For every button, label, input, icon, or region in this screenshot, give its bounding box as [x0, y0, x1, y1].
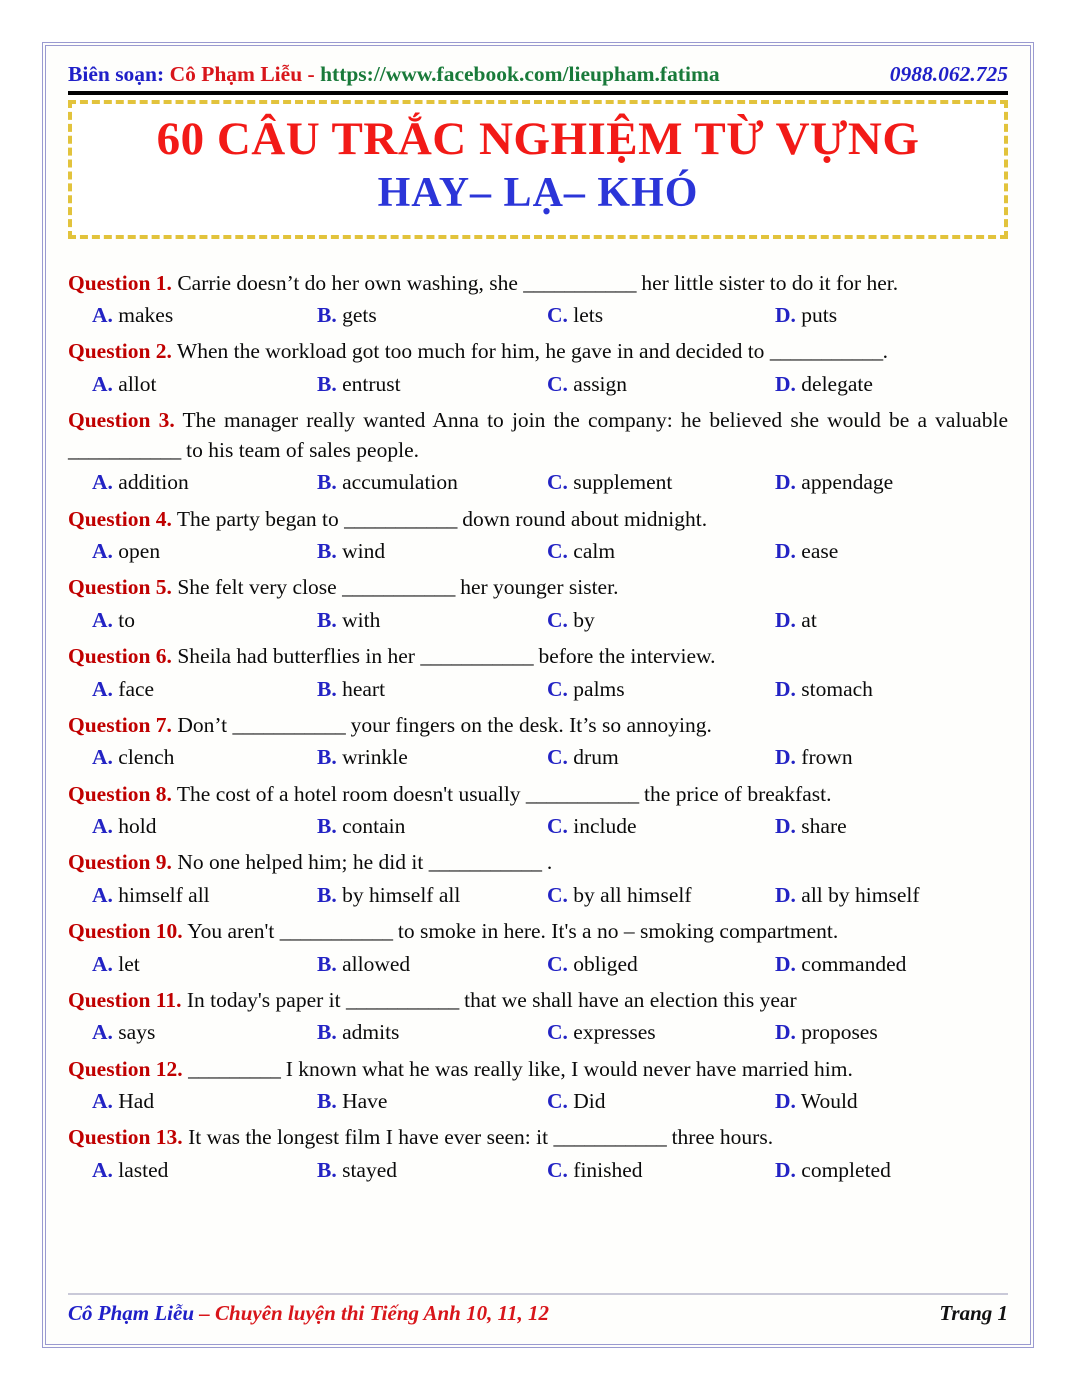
question-text-after-blank: . — [541, 850, 553, 875]
option-text: delegate — [795, 372, 873, 397]
question-label: Question 10. — [68, 919, 183, 944]
option-text: commanded — [795, 951, 907, 976]
header-separator-dash: - — [307, 62, 315, 86]
question-label: Question 7. — [68, 712, 172, 737]
question-text-before-blank: You aren't — [182, 919, 280, 944]
option-text: to — [112, 607, 136, 632]
option-choice[interactable] — [547, 1155, 775, 1185]
option-letter: D. — [775, 814, 796, 839]
option-text: by himself all — [336, 882, 461, 907]
question-label: Question 12. — [68, 1056, 183, 1081]
answer-blank: ___________ — [342, 575, 455, 600]
option-choice[interactable] — [92, 605, 317, 635]
question-stem — [68, 917, 1008, 947]
question-options — [68, 1155, 1008, 1185]
option-text: face — [112, 676, 155, 701]
question-options — [68, 949, 1008, 979]
option-letter: A. — [92, 882, 113, 907]
question-label: Question 5. — [68, 575, 172, 600]
answer-blank: ___________ — [68, 437, 181, 462]
option-text: accumulation — [336, 470, 458, 495]
option-letter: B. — [317, 1020, 337, 1045]
option-letter: B. — [317, 1089, 337, 1114]
question-options — [68, 605, 1008, 635]
question-label: Question 11. — [68, 987, 182, 1012]
option-text: assign — [567, 372, 628, 397]
option-choice[interactable] — [547, 674, 775, 704]
option-letter: C. — [547, 745, 568, 770]
question-text-before-blank: The party began to — [171, 506, 345, 531]
option-text: frown — [795, 745, 853, 770]
question-options — [68, 369, 1008, 399]
option-text: at — [795, 607, 817, 632]
question-stem — [68, 406, 1008, 465]
option-letter: C. — [547, 1020, 568, 1045]
question-options — [68, 1086, 1008, 1116]
option-text: palms — [567, 676, 625, 701]
answer-blank: ___________ — [345, 987, 459, 1012]
option-choice[interactable] — [775, 1155, 891, 1185]
option-letter: D. — [775, 372, 796, 397]
question-stem — [68, 1123, 1008, 1153]
option-letter: B. — [317, 539, 337, 564]
document-title-main: 60 CÂU TRẮC NGHIỆM TỪ VỰNG — [156, 113, 920, 165]
option-text: let — [112, 951, 140, 976]
question-stem — [68, 711, 1008, 741]
option-choice[interactable] — [92, 742, 317, 772]
option-choice[interactable] — [92, 811, 317, 841]
option-choice[interactable] — [547, 811, 775, 841]
option-letter: C. — [547, 372, 568, 397]
option-letter: C. — [547, 1089, 568, 1114]
option-choice[interactable] — [775, 536, 838, 566]
question-label: Question 6. — [68, 644, 172, 669]
question-stem — [68, 986, 1008, 1016]
question-text-after-blank: that we shall have an election this year — [458, 987, 797, 1012]
option-text: puts — [795, 303, 838, 328]
question-label: Question 9. — [68, 850, 172, 875]
option-text: entrust — [336, 372, 401, 397]
option-text: gets — [336, 303, 377, 328]
answer-blank: ___________ — [553, 1125, 667, 1150]
option-choice[interactable] — [317, 949, 547, 979]
question-block — [68, 573, 1008, 635]
option-choice[interactable] — [92, 467, 317, 497]
option-letter: D. — [775, 303, 796, 328]
option-letter: A. — [92, 1089, 113, 1114]
option-letter: A. — [92, 303, 113, 328]
option-choice[interactable] — [317, 1086, 547, 1116]
option-text: allot — [112, 372, 157, 397]
title-box — [68, 100, 1008, 239]
option-letter: C. — [547, 676, 568, 701]
option-letter: C. — [547, 951, 568, 976]
option-letter: D. — [775, 1089, 796, 1114]
answer-blank: _________ — [188, 1056, 281, 1081]
question-stem — [68, 848, 1008, 878]
option-text: admits — [336, 1020, 400, 1045]
option-letter: C. — [547, 303, 568, 328]
option-choice[interactable] — [775, 467, 893, 497]
question-text-before-blank: No one helped him; he did it — [171, 850, 429, 875]
question-block — [68, 986, 1008, 1048]
option-choice[interactable] — [547, 369, 775, 399]
option-text: appendage — [795, 470, 894, 495]
option-text: by all himself — [567, 882, 692, 907]
question-text-after-blank: three hours. — [666, 1125, 774, 1150]
question-text-after-blank: to his team of sales people. — [180, 437, 419, 462]
option-letter: D. — [775, 539, 796, 564]
option-choice[interactable] — [775, 300, 837, 330]
header-phone-number: 0988.062.725 — [889, 62, 1008, 86]
header-facebook-url[interactable]: https://www.facebook.com/lieupham.fatima — [320, 62, 720, 86]
question-text-after-blank: before the interview. — [533, 644, 716, 669]
answer-blank: ___________ — [769, 339, 883, 364]
answer-blank: ___________ — [344, 506, 457, 531]
option-text: lets — [567, 303, 604, 328]
option-text: all by himself — [795, 882, 920, 907]
question-stem — [68, 642, 1008, 672]
question-text-after-blank: her younger sister. — [454, 575, 619, 600]
question-options — [68, 300, 1008, 330]
questions-list — [68, 269, 1008, 1185]
option-text: hold — [112, 814, 157, 839]
option-choice[interactable] — [92, 880, 317, 910]
option-text: proposes — [795, 1020, 878, 1045]
option-letter: A. — [92, 607, 113, 632]
question-block — [68, 642, 1008, 704]
question-text-after-blank: to smoke in here. It's a no – smoking compartment. — [392, 919, 839, 944]
option-text: finished — [567, 1157, 643, 1182]
question-text-before-blank: When the workload got too much for him, he gave in and decided to — [171, 339, 770, 364]
question-text-before-blank: Don’t — [171, 712, 233, 737]
option-text: obliged — [567, 951, 638, 976]
option-choice[interactable] — [92, 1017, 317, 1047]
option-choice[interactable] — [547, 1086, 775, 1116]
option-letter: D. — [775, 1157, 796, 1182]
option-letter: B. — [317, 1157, 337, 1182]
option-choice[interactable] — [317, 1155, 547, 1185]
question-block — [68, 1055, 1008, 1117]
option-choice[interactable] — [317, 674, 547, 704]
answer-blank: ___________ — [525, 781, 639, 806]
option-letter: C. — [547, 1157, 568, 1182]
option-text: himself all — [112, 882, 210, 907]
option-text: Had — [112, 1089, 155, 1114]
option-choice[interactable] — [317, 467, 547, 497]
option-letter: A. — [92, 676, 113, 701]
question-options — [68, 811, 1008, 841]
question-block — [68, 711, 1008, 773]
option-choice[interactable] — [92, 1086, 317, 1116]
option-letter: D. — [775, 951, 796, 976]
page-content — [46, 46, 1030, 1344]
option-text: makes — [112, 303, 174, 328]
option-letter: D. — [775, 745, 796, 770]
option-text: heart — [336, 676, 386, 701]
question-block — [68, 917, 1008, 979]
option-text: addition — [112, 470, 189, 495]
option-choice[interactable] — [547, 880, 775, 910]
footer-tagline: – Chuyên luyện thi Tiếng Anh 10, 11, 12 — [199, 1301, 549, 1325]
footer-page-number: Trang 1 — [939, 1301, 1008, 1325]
question-options — [68, 1017, 1008, 1047]
document-page — [42, 42, 1034, 1348]
option-choice[interactable] — [775, 742, 853, 772]
answer-blank: ___________ — [232, 712, 346, 737]
question-text-after-blank: I known what he was really like, I would never have married him. — [280, 1056, 853, 1081]
option-text: Have — [336, 1089, 388, 1114]
option-choice[interactable] — [775, 674, 873, 704]
option-text: lasted — [112, 1157, 169, 1182]
question-block — [68, 505, 1008, 567]
option-choice[interactable] — [317, 369, 547, 399]
document-header — [68, 56, 1008, 95]
option-text: share — [795, 814, 847, 839]
option-choice[interactable] — [775, 369, 873, 399]
option-letter: B. — [317, 607, 337, 632]
question-text-before-blank: The cost of a hotel room doesn't usually — [171, 781, 526, 806]
answer-blank: ___________ — [523, 270, 636, 295]
option-choice[interactable] — [317, 605, 547, 635]
question-label: Question 1. — [68, 270, 172, 295]
option-choice[interactable] — [775, 605, 817, 635]
option-choice[interactable] — [92, 536, 317, 566]
option-choice[interactable] — [317, 300, 547, 330]
option-text: calm — [567, 539, 616, 564]
question-block — [68, 406, 1008, 497]
option-letter: A. — [92, 1157, 113, 1182]
header-credit-line — [68, 62, 720, 87]
question-text-before-blank: Carrie doesn’t do her own washing, she — [171, 270, 524, 295]
option-choice[interactable] — [92, 369, 317, 399]
option-letter: B. — [317, 745, 337, 770]
option-text: ease — [795, 539, 839, 564]
option-text: says — [112, 1020, 156, 1045]
question-block — [68, 1123, 1008, 1185]
option-choice[interactable] — [547, 605, 775, 635]
answer-blank: ___________ — [279, 919, 393, 944]
question-options — [68, 742, 1008, 772]
option-letter: A. — [92, 814, 113, 839]
option-text: contain — [336, 814, 406, 839]
option-text: wrinkle — [336, 745, 408, 770]
option-letter: A. — [92, 470, 113, 495]
header-author-name: Cô Phạm Liễu — [169, 62, 303, 86]
option-letter: B. — [317, 303, 337, 328]
question-options — [68, 467, 1008, 497]
option-choice[interactable] — [92, 300, 317, 330]
option-choice[interactable] — [547, 536, 775, 566]
option-text: supplement — [567, 470, 673, 495]
option-letter: B. — [317, 882, 337, 907]
option-text: include — [567, 814, 637, 839]
question-block — [68, 780, 1008, 842]
question-stem — [68, 337, 1008, 367]
option-text: stayed — [336, 1157, 398, 1182]
option-text: Would — [795, 1089, 858, 1114]
option-letter: A. — [92, 372, 113, 397]
option-choice[interactable] — [317, 1017, 547, 1047]
option-choice[interactable] — [92, 1155, 317, 1185]
option-text: allowed — [336, 951, 411, 976]
prepared-by-label: Biên soạn: — [68, 62, 165, 86]
question-block — [68, 269, 1008, 331]
option-choice[interactable] — [317, 880, 547, 910]
question-options — [68, 674, 1008, 704]
question-label: Question 8. — [68, 781, 172, 806]
question-text-after-blank: her little sister to do it for her. — [635, 270, 899, 295]
option-text: open — [112, 539, 161, 564]
option-text: wind — [336, 539, 386, 564]
question-text-before-blank: Sheila had butterflies in her — [171, 644, 421, 669]
question-stem — [68, 269, 1008, 299]
option-letter: D. — [775, 470, 796, 495]
option-letter: C. — [547, 607, 568, 632]
option-letter: B. — [317, 676, 337, 701]
option-text: Did — [567, 1089, 606, 1114]
question-label: Question 2. — [68, 339, 172, 364]
option-choice[interactable] — [317, 742, 547, 772]
option-choice[interactable] — [92, 674, 317, 704]
question-options — [68, 536, 1008, 566]
option-letter: A. — [92, 1020, 113, 1045]
question-label: Question 3. — [68, 408, 175, 433]
footer-credit — [68, 1301, 549, 1326]
option-text: completed — [795, 1157, 891, 1182]
question-text-after-blank: your fingers on the desk. It’s so annoying. — [345, 712, 712, 737]
footer-author-name: Cô Phạm Liễu — [68, 1301, 195, 1325]
option-text: stomach — [795, 676, 873, 701]
option-letter: A. — [92, 745, 113, 770]
option-choice[interactable] — [317, 811, 547, 841]
answer-blank: ___________ — [428, 850, 542, 875]
document-footer — [68, 1293, 1008, 1326]
question-text-before-blank: The manager really wanted Anna to join the company: he believed she would be a valuable — [174, 408, 1008, 433]
option-choice[interactable] — [92, 949, 317, 979]
option-choice[interactable] — [775, 1086, 858, 1116]
option-letter: D. — [775, 607, 796, 632]
option-letter: A. — [92, 951, 113, 976]
answer-blank: ___________ — [420, 644, 534, 669]
option-letter: C. — [547, 882, 568, 907]
option-letter: B. — [317, 814, 337, 839]
option-choice[interactable] — [547, 300, 775, 330]
option-letter: A. — [92, 539, 113, 564]
question-label: Question 4. — [68, 506, 172, 531]
document-title-sub: HAY– LẠ– KHÓ — [377, 170, 699, 217]
option-letter: D. — [775, 1020, 796, 1045]
question-text-after-blank: down round about midnight. — [456, 506, 708, 531]
option-choice[interactable] — [547, 949, 775, 979]
option-choice[interactable] — [547, 742, 775, 772]
option-text: drum — [567, 745, 619, 770]
question-label: Question 13. — [68, 1125, 183, 1150]
option-letter: B. — [317, 372, 337, 397]
option-choice[interactable] — [775, 880, 920, 910]
question-text-before-blank: It was the longest film I have ever seen: it — [182, 1125, 554, 1150]
question-block — [68, 337, 1008, 399]
question-text-before-blank: She felt very close — [171, 575, 343, 600]
option-text: expresses — [567, 1020, 656, 1045]
option-letter: C. — [547, 470, 568, 495]
option-choice[interactable] — [775, 949, 906, 979]
option-letter: C. — [547, 539, 568, 564]
option-text: clench — [112, 745, 175, 770]
option-choice[interactable] — [547, 467, 775, 497]
question-block — [68, 848, 1008, 910]
option-text: with — [336, 607, 381, 632]
option-choice[interactable] — [775, 1017, 878, 1047]
question-stem — [68, 780, 1008, 810]
question-stem — [68, 573, 1008, 603]
option-choice[interactable] — [317, 536, 547, 566]
question-text-before-blank: In today's paper it — [181, 987, 346, 1012]
option-letter: C. — [547, 814, 568, 839]
question-stem — [68, 1055, 1008, 1085]
option-choice[interactable] — [547, 1017, 775, 1047]
question-text-after-blank: the price of breakfast. — [638, 781, 832, 806]
option-letter: D. — [775, 676, 796, 701]
option-letter: D. — [775, 882, 796, 907]
question-stem — [68, 505, 1008, 535]
question-options — [68, 880, 1008, 910]
option-text: by — [567, 607, 595, 632]
question-text-after-blank: . — [882, 339, 888, 364]
option-choice[interactable] — [775, 811, 847, 841]
option-letter: B. — [317, 951, 337, 976]
option-letter: B. — [317, 470, 337, 495]
